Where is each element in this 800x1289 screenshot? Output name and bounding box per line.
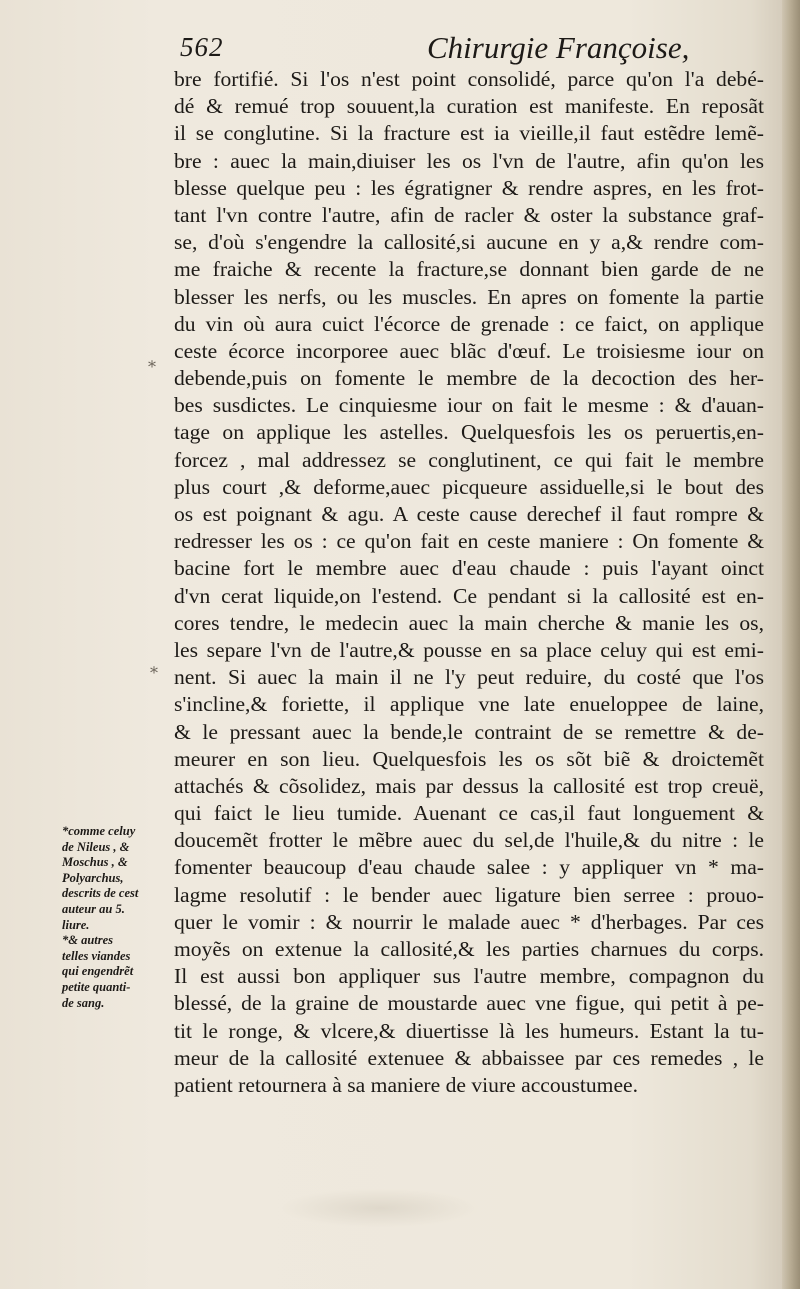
text-line: dé & remué trop souuent,la curation est manifeste. En reposãt [174, 94, 764, 119]
running-title: Chirurgie Françoise, [427, 30, 690, 65]
text-line: bre fortifié. Si l'os n'est point consolidé, parce qu'on l'a debé- [174, 67, 764, 91]
text-line: redresser les os : ce qu'on fait en ceste maniere : On fomente & [174, 529, 764, 554]
text-line: nent. Si auec la main il ne l'y peut reduire, du costé que l'os [174, 665, 764, 690]
text-line: me fraiche & recente la fracture,se donnant bien garde de ne [174, 257, 764, 282]
text-line: quer le vomir : & nourrir le malade auec * d'herbages. Par ces [174, 909, 764, 934]
text-line: bacine fort le membre auec d'eau chaude : puis l'ayant oinct [174, 556, 764, 581]
marginal-note-line: qui engendrẽt [62, 964, 134, 979]
text-line: cores tendre, le medecin auec la main cherche & manie les os, [174, 610, 764, 635]
text-line: doucemẽt frotter le mẽbre auec du sel,de l'huile,& du nitre : le [174, 828, 764, 853]
text-line: d'vn cerat liquide,on l'estend. Ce pendant si la callosité est en- [174, 583, 764, 608]
marginal-note-line: Moschus , & [62, 855, 128, 870]
marginal-note-line: de sang. [62, 995, 105, 1010]
text-line: Il est aussi bon appliquer sus l'autre membre, compagnon du [174, 964, 764, 989]
marginal-note-line: *comme celuy [62, 824, 136, 838]
text-line: blessé, de la graine de moustarde auec vne figue, qui petit à pe- [174, 991, 764, 1016]
text-line: patient retournera à sa maniere de viure accoustumee. [174, 1072, 639, 1097]
text-line: qui faict le lieu tumide. Auenant ce cas,il faut longuement & [174, 801, 764, 826]
text-line: meur de la callosité extenuee & abbaissee par ces remedes , le [174, 1045, 764, 1070]
text-line: moyẽs on extenue la callosité,& les parties charnues du corps. [174, 937, 764, 961]
text-line: ceste écorce incorporee auec blãc d'œuf. Le troisiesme iour on [174, 338, 764, 363]
text-line: s'incline,& foriette, il applique vne late enueloppee de laine, [174, 692, 764, 717]
text-line: attachés & cõsolidez, mais par dessus la callosité est trop creuë, [174, 773, 764, 798]
margin-mark: ⁎ [148, 354, 156, 371]
paper-stain [280, 1188, 480, 1228]
margin-mark: ⁎ [150, 660, 158, 677]
text-line: blesse quelque peu : les égratigner & rendre aspres, en les frot- [174, 175, 764, 200]
text-line: debende,puis on fomente le membre de la decoction des her- [174, 366, 764, 391]
text-line: tit le ronge, & vlcere,& diuertisse là les humeurs. Estant la tu- [174, 1018, 764, 1043]
text-line: blesser les nerfs, ou les muscles. En apres on fomente la partie [174, 284, 764, 309]
marginal-note-line: petite quanti- [62, 979, 131, 994]
text-line: du vin où aura cuict l'écorce de grenade : ce faict, on applique [174, 311, 764, 336]
marginal-note-line: descrits de cest [62, 886, 139, 901]
text-line: meurer en son lieu. Quelquesfois les os sõt biẽ & droictemẽt [174, 746, 764, 771]
page-number: 562 [180, 32, 224, 62]
page-edge [782, 0, 800, 1289]
body-text [174, 66, 764, 1099]
marginal-notes [62, 824, 174, 1011]
marginal-note-line: auteur au 5. [62, 901, 125, 916]
text-line: tant l'vn contre l'autre, afin de racler & oster la substance graf- [174, 202, 764, 227]
marginal-note-line: Polyarchus, [62, 870, 124, 885]
text-line: os est poignant & agu. A ceste cause derechef il faut rompre & [174, 502, 764, 526]
marginal-note-line: telles viandes [62, 948, 131, 963]
text-line: lagme resolutif : le bender auec ligature bien serree : prouo- [174, 882, 764, 907]
text-line: & le pressant auec la bende,le contraint de se remettre & de- [174, 719, 764, 744]
text-line: plus court ,& deforme,auec picqueure assiduelle,si le bout des [174, 474, 764, 499]
text-line: forcez , mal addressez se conglutinent, ce qui fait le membre [174, 447, 764, 472]
text-line: fomenter beaucoup d'eau chaude salee : y appliquer vn * ma- [174, 855, 764, 880]
marginal-note-line: liure. [62, 917, 90, 932]
text-line: les separe l'vn de l'autre,& pousse en sa place celuy qui est emi- [174, 637, 764, 662]
text-line: tage on applique les astelles. Quelquesfois les os peruertis,en- [174, 420, 764, 445]
marginal-note-line: *& autres [62, 933, 114, 948]
text-line: il se conglutine. Si la fracture est ia vieille,il faut estẽdre lemẽ- [174, 121, 764, 146]
text-line: bes susdictes. Le cinquiesme iour on fait le mesme : & d'auan- [174, 393, 764, 418]
text-line: bre : auec la main,diuiser les os l'vn de l'autre, afin qu'on les [174, 148, 764, 173]
page-header [175, 30, 690, 70]
text-line: se, d'où s'engendre la callosité,si aucune en y a,& rendre com- [174, 230, 764, 255]
marginal-note-line: de Nileus , & [62, 839, 130, 854]
